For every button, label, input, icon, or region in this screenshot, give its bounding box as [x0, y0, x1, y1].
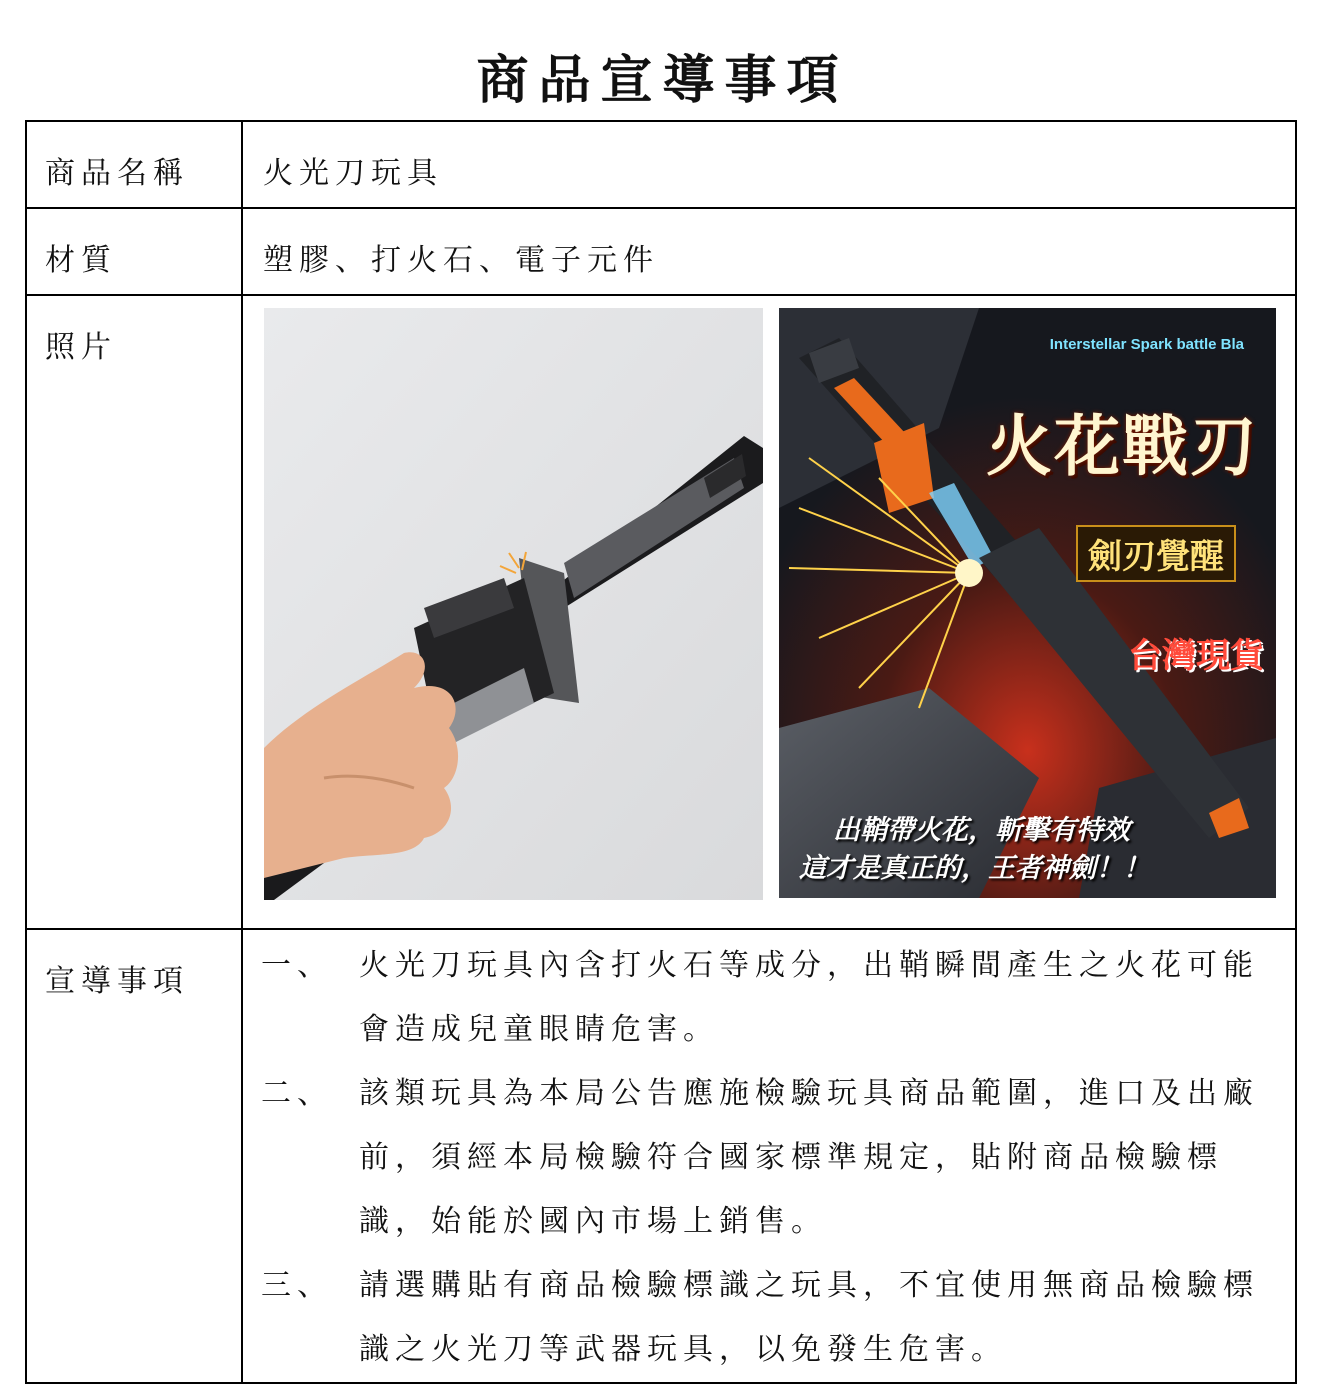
label-cell [26, 208, 242, 295]
notes-list [243, 930, 1295, 1382]
product-name-value: 火光刀玩具 [263, 156, 443, 191]
value-cell [242, 929, 1296, 1383]
photo-label: 照片 [45, 330, 117, 365]
label-cell [26, 121, 242, 208]
ad-title: 火花戰刃 [986, 408, 1258, 485]
item-text: 請選購貼有商品檢驗標識之玩具，不宜使用無商品檢驗標識之火光刀等武器玩具，以免發生危害。 [359, 1268, 1259, 1367]
list-item [261, 934, 1277, 1062]
item-number: 一、 [261, 948, 333, 983]
ad-badge: 台灣現貨 [1128, 636, 1264, 676]
ad-caption-line2: 這才是真正的，王者神劍！！ [799, 853, 1150, 884]
photo-area [243, 296, 1295, 928]
ad-subtitle: 劍刃覺醒 [1076, 525, 1236, 582]
sword-in-hand-illustration [264, 308, 763, 900]
value-cell [242, 121, 1296, 208]
notes-label: 宣導事項 [45, 964, 189, 999]
ad-caption [799, 812, 1269, 888]
list-item [261, 1254, 1277, 1382]
value-cell [242, 208, 1296, 295]
list-item [261, 1062, 1277, 1254]
product-info-table [25, 120, 1297, 1384]
ad-caption-line1: 出鞘帶火花，斬擊有特效 [833, 815, 1130, 846]
item-text: 該類玩具為本局公告應施檢驗玩具商品範圍，進口及出廠前，須經本局檢驗符合國家標準規定，貼附商品檢驗標識，始能於國內市場上銷售。 [359, 1076, 1259, 1239]
value-cell [242, 295, 1296, 929]
item-number: 三、 [261, 1268, 333, 1303]
product-name-label: 商品名稱 [45, 156, 189, 191]
material-label: 材質 [45, 243, 117, 278]
product-photo-hand [264, 308, 763, 900]
material-value: 塑膠、打火石、電子元件 [263, 243, 659, 278]
ad-english-title: Interstellar Spark battle Bla [1049, 336, 1244, 353]
row-photo [26, 295, 1296, 929]
row-material [26, 208, 1296, 295]
label-cell [26, 929, 242, 1383]
product-ad-image [779, 308, 1276, 898]
item-number: 二、 [261, 1076, 333, 1111]
row-notes [26, 929, 1296, 1383]
label-cell [26, 295, 242, 929]
row-product-name [26, 121, 1296, 208]
page-title: 商品宣導事項 [476, 51, 849, 111]
item-text: 火光刀玩具內含打火石等成分，出鞘瞬間產生之火花可能會造成兒童眼睛危害。 [359, 948, 1259, 1047]
